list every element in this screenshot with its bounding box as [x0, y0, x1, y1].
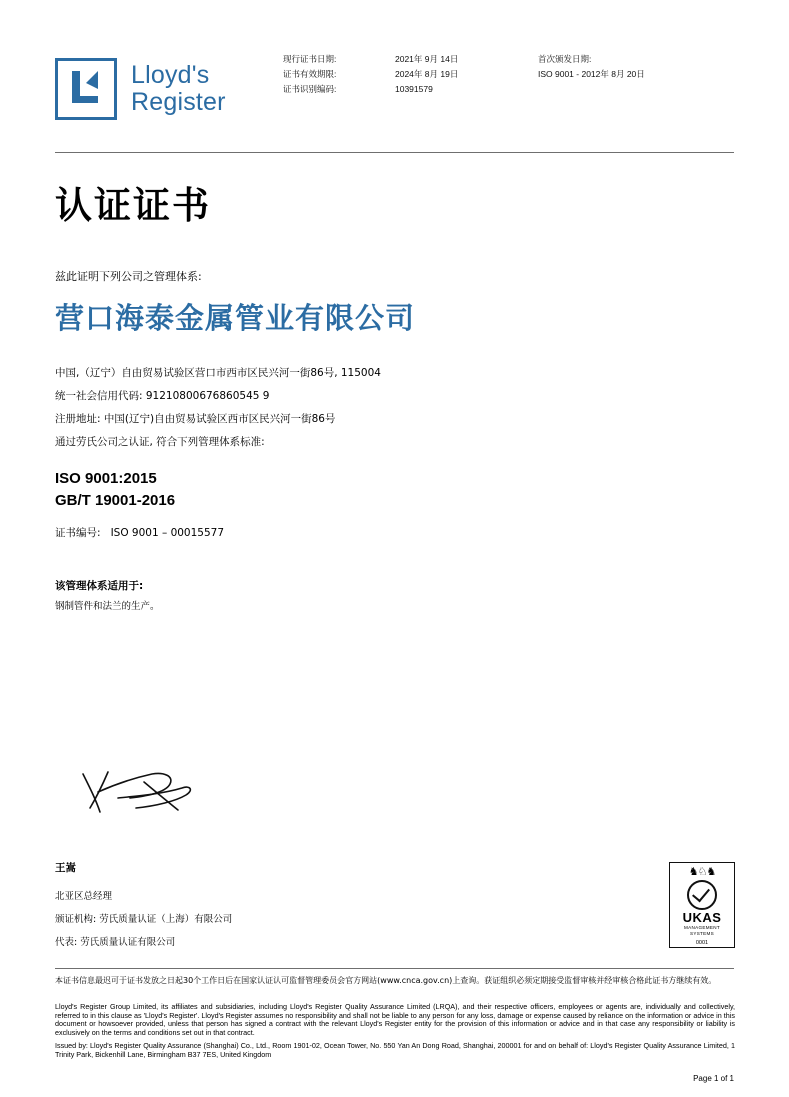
meta-value: 2024年 8月 19日 — [395, 69, 459, 79]
footer-paragraph-1: Lloyd's Register Group Limited, its affiliates and subsidiaries, including Lloyd's Register Quality Assurance Limited (LRQA), and their respective officers, employees or agents are, individually and collectively, referred to in this clause as 'Lloyd's Register'. Lloyd's Register assumes no responsibility and shall not be liable to any person for any loss, damage or expense caused by reliance on the information or advice in this document or howsoever provided, unless that person has signed a contract with the relevant Lloyd's Register entity for the provision of this information or advice and in that case any responsibility or liability is exclusively on the terms and conditions set out in that contract. — [55, 1002, 735, 1037]
certificate-number — [55, 525, 224, 540]
meta-value: ISO 9001 - 2012年 8月 20日 — [538, 69, 645, 79]
document-header — [0, 52, 789, 142]
signature-icon — [78, 762, 208, 822]
ukas-crown-icon: ♞♘♞ — [688, 866, 716, 878]
brand-line-2: Register — [131, 88, 226, 116]
signer-details — [55, 885, 232, 954]
issue-meta-left — [283, 52, 458, 97]
meta-row — [283, 67, 458, 82]
credit-code-line: 统一社会信用代码: 91210800676860545 9 — [55, 390, 270, 402]
ukas-number: 0001 — [695, 940, 709, 946]
meta-row — [538, 52, 645, 67]
standard-gbt: GB/T 19001-2016 — [55, 492, 176, 509]
certificate-number-label: 证书编号: — [55, 527, 101, 539]
meta-row — [538, 67, 645, 82]
page-title: 认证证书 — [55, 184, 211, 227]
meta-row — [283, 82, 458, 97]
signer-title: 北亚区总经理 — [55, 891, 113, 902]
registered-address-line: 注册地址: 中国(辽宁)自由贸易试验区西市区民兴河一街86号 — [55, 413, 336, 425]
meta-label: 首次颁发日期: — [538, 54, 592, 64]
on-behalf-of: 代表: 劳氏质量认证有限公司 — [55, 937, 176, 948]
meta-row — [283, 52, 458, 67]
header-divider — [55, 152, 734, 153]
meta-value: 10391579 — [395, 84, 433, 94]
meta-label: 现行证书日期: — [283, 54, 337, 64]
standard-iso: ISO 9001:2015 — [55, 470, 157, 487]
footer-english-note — [55, 1003, 735, 1065]
meta-label: 证书识别编码: — [283, 84, 337, 94]
ukas-sub-line-1: MANAGEMENT — [684, 925, 720, 930]
ukas-sub-line-2: SYSTEMS — [689, 931, 715, 936]
ukas-accreditation-mark — [669, 862, 735, 948]
brand-name — [131, 62, 226, 116]
approval-line: 通过劳氏公司之认证, 符合下列管理体系标准: — [55, 436, 265, 448]
address-line: 中国,（辽宁）自由贸易试验区营口市西市区民兴河一街86号, 115004 — [55, 367, 381, 379]
company-name: 营口海泰金属管业有限公司 — [55, 301, 416, 335]
page-number: Page 1 of 1 — [693, 1074, 734, 1083]
issuing-body: 颁证机构: 劳氏质量认证（上海）有限公司 — [55, 914, 233, 925]
address-block — [55, 362, 381, 454]
lloyds-register-logo-icon — [55, 58, 117, 120]
certificate-number-value: ISO 9001 – 00015577 — [110, 527, 225, 539]
meta-label: 证书有效期限: — [283, 69, 337, 79]
check-circle-icon — [687, 880, 717, 910]
issue-meta-right — [538, 52, 645, 82]
footer-chinese-note: 本证书信息最迟可于证书发放之日起30个工作日后在国家认证认可监督管理委员会官方网站(www.cnca.gov.cn)上查询。获证组织必须定期接受监督审核并经审核合格此证书方继续有效。 — [55, 976, 717, 985]
scope-text: 钢制管件和法兰的生产。 — [55, 601, 160, 612]
footer-divider — [55, 968, 734, 969]
standards-block — [55, 468, 175, 512]
signer-name: 王嵩 — [55, 862, 76, 874]
intro-text: 兹此证明下列公司之管理体系: — [55, 270, 202, 283]
meta-value: 2021年 9月 14日 — [395, 54, 459, 64]
brand-line-1: Lloyd's — [131, 61, 210, 89]
ukas-word: UKAS — [682, 910, 722, 925]
scope-title: 该管理体系适用于: — [55, 580, 144, 592]
footer-paragraph-2: Issued by: Lloyd's Register Quality Assurance (Shanghai) Co., Ltd., Room 1901-02, Ocean Tower, No. 550 Yan An Dong Road, Shanghai, 200001 for and on behalf of: Lloyd's Register Quality Assurance Limited, 1 Trinity Park, Bickenhill Lane, Birmingham B37 7ES, United Kingdom — [55, 1041, 735, 1059]
brand-logo — [55, 58, 226, 120]
